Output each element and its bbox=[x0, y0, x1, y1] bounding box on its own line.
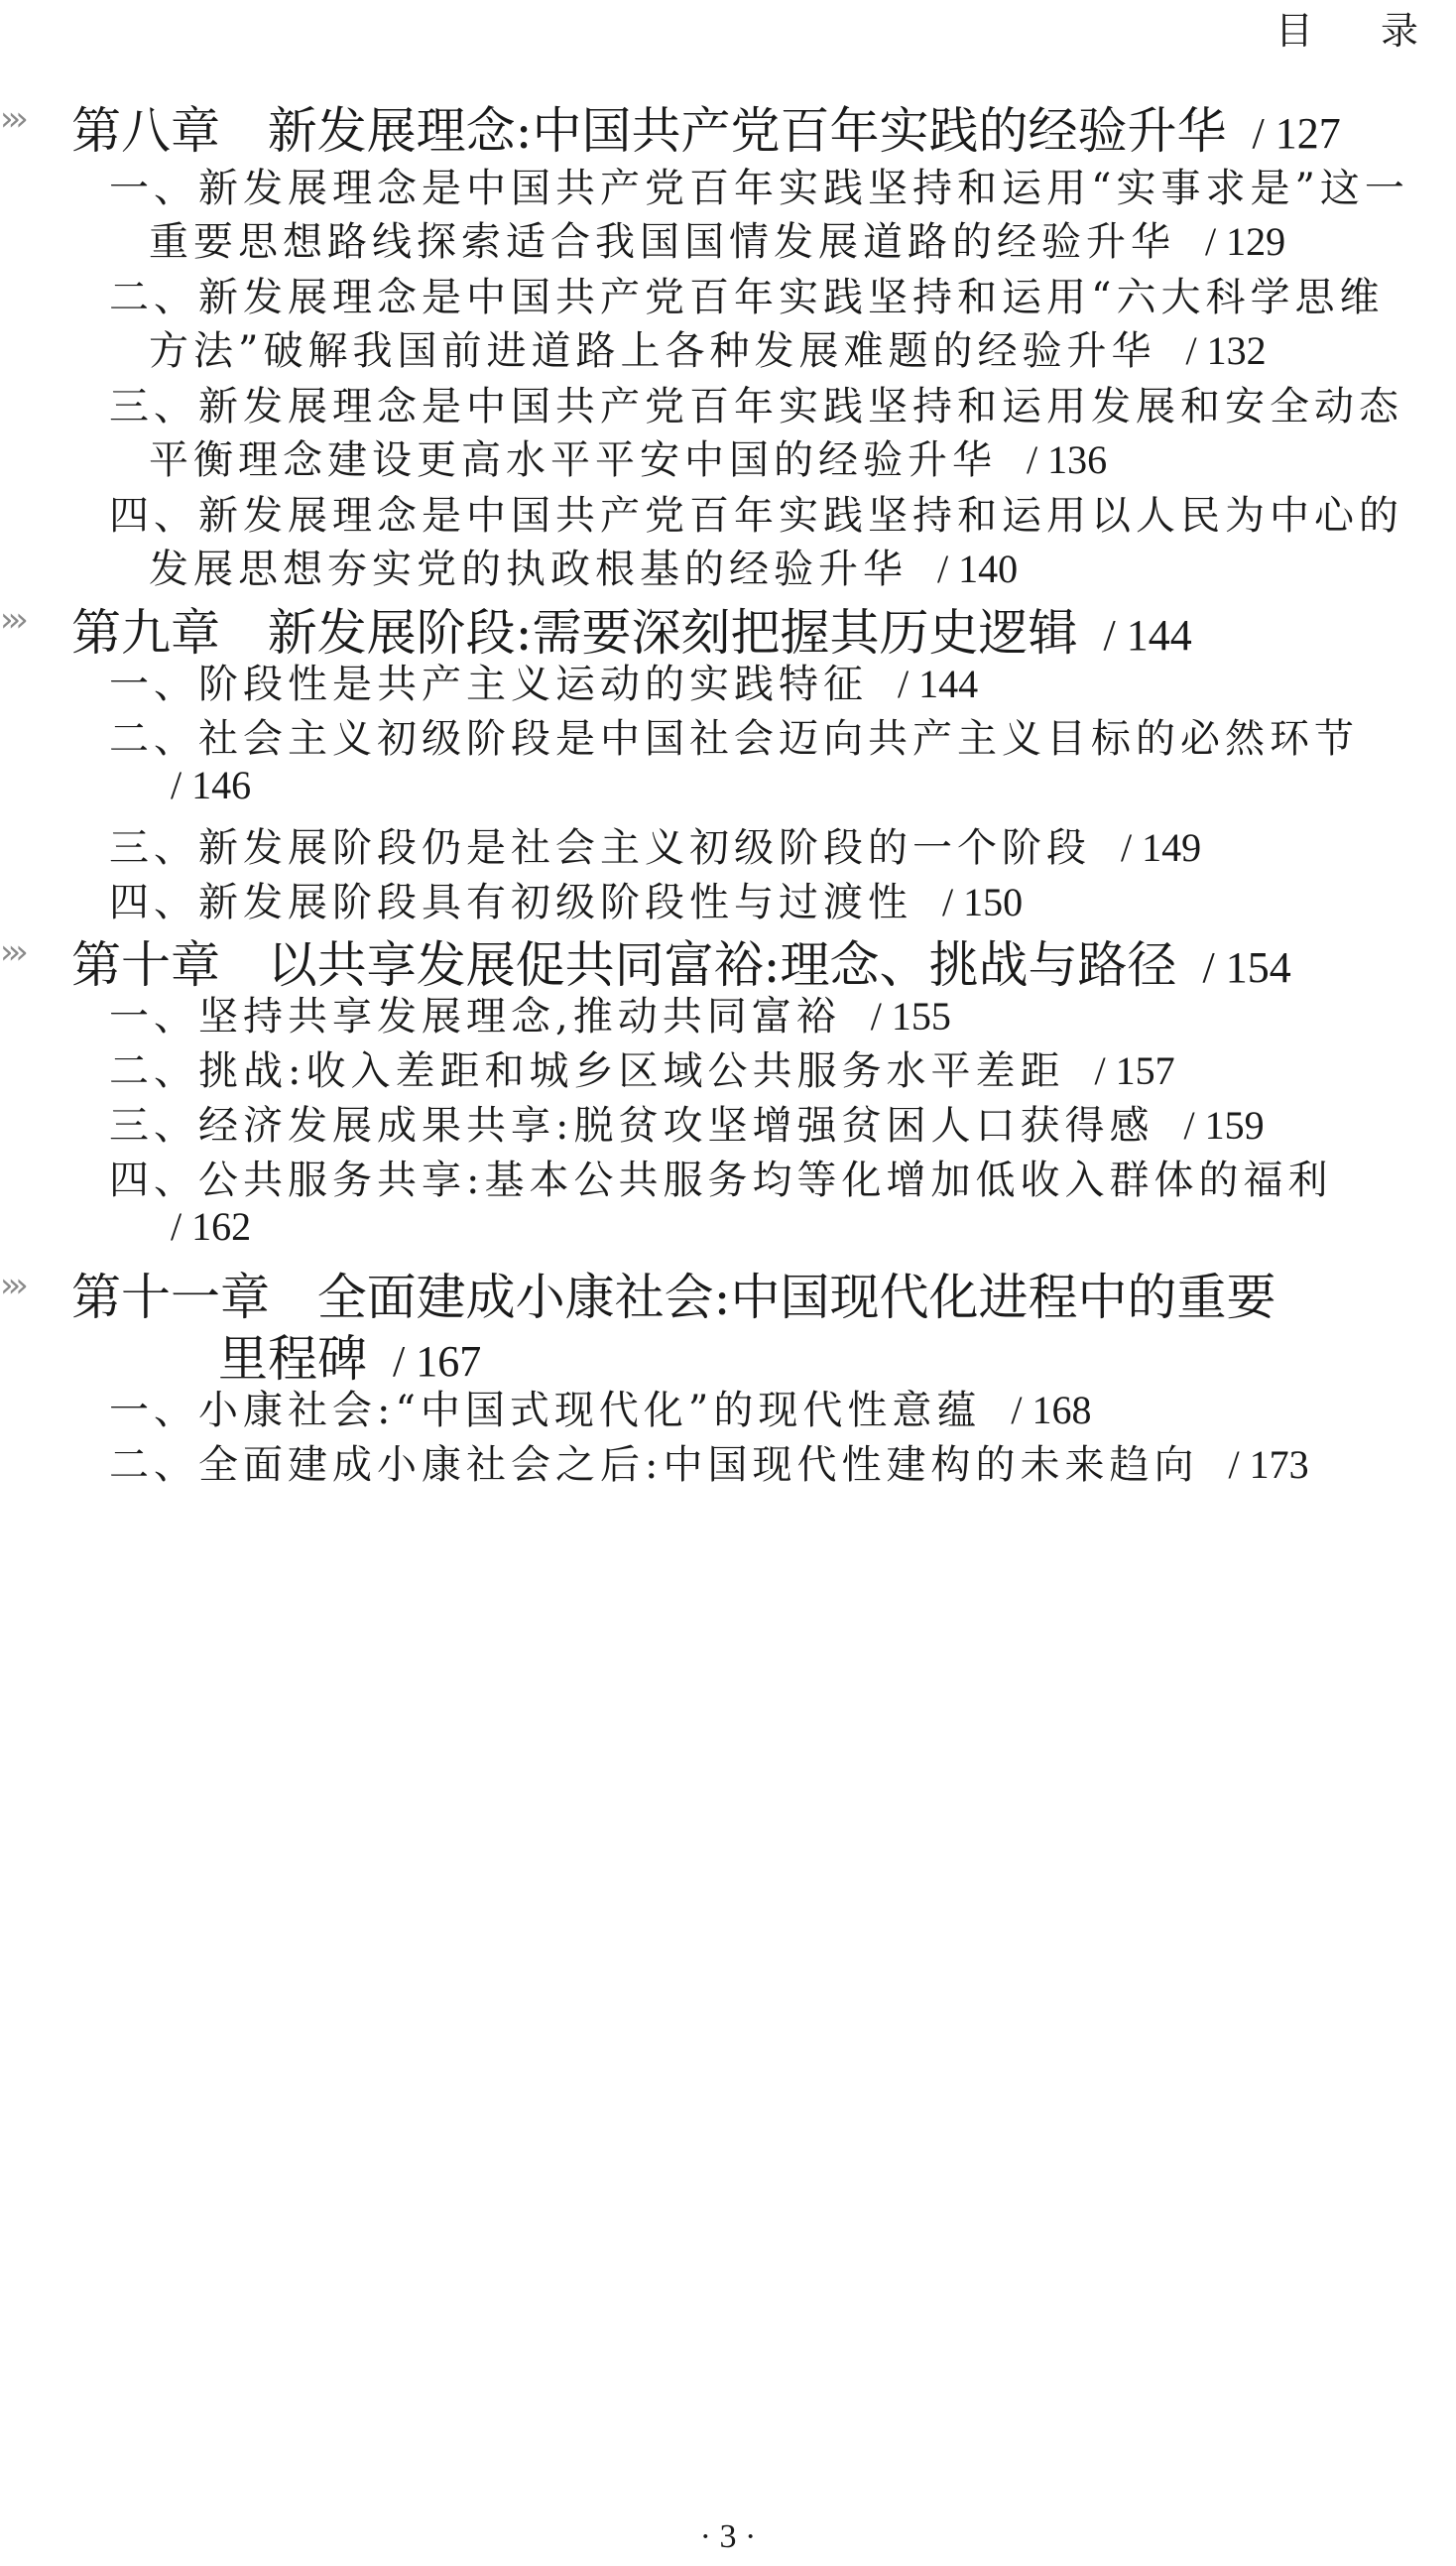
toc-entry-line[interactable]: 二、社会主义初级阶段是中国社会迈向共产主义目标的必然环节 bbox=[109, 716, 1359, 762]
toc-entry-page: / 140 bbox=[937, 547, 1019, 591]
toc-entry-line[interactable]: 三、新发展理念是中国共产党百年实践坚持和运用发展和安全动态 bbox=[109, 384, 1403, 429]
toc-entry-text: 方法”破解我国前进道路上各种发展难题的经验升华 bbox=[149, 328, 1156, 374]
toc-entry-text: 一、坚持共享发展理念,推动共同富裕 bbox=[109, 994, 841, 1039]
chapter-title-continued: 里程碑 bbox=[218, 1330, 367, 1388]
toc-entry-page: / 173 bbox=[1228, 1442, 1309, 1487]
toc-entry-line[interactable] bbox=[149, 538, 1018, 594]
toc-entry-line[interactable] bbox=[109, 1379, 1092, 1435]
chapter-page: / 144 bbox=[1103, 611, 1192, 660]
chapter-number: 第八章 bbox=[71, 102, 220, 160]
chapter-title: 新发展阶段:需要深刻把握其历史逻辑 bbox=[267, 604, 1078, 662]
toc-entry-line[interactable]: 四、新发展理念是中国共产党百年实践坚持和运用以人民为中心的 bbox=[109, 493, 1403, 539]
toc-entry-page: / 162 bbox=[171, 1204, 252, 1249]
toc-entry-line[interactable] bbox=[141, 762, 251, 808]
toc-entry-text: 一、小康社会:“中国式现代化”的现代性意蕴 bbox=[109, 1388, 982, 1433]
toc-entry-line[interactable] bbox=[149, 210, 1285, 267]
toc-entry-text: 三、经济发展成果共享:脱贫攻坚增强贫困人口获得感 bbox=[109, 1103, 1154, 1149]
toc-entry-page: / 155 bbox=[870, 994, 951, 1039]
toc-entry-text: 一、阶段性是共产主义运动的实践特征 bbox=[109, 662, 868, 707]
toc-entry-line[interactable] bbox=[149, 428, 1107, 485]
chapter-page: / 167 bbox=[393, 1337, 482, 1386]
toc-entry-page: / 144 bbox=[898, 662, 979, 706]
toc-entry-text: 二、全面建成小康社会之后:中国现代性建构的未来趋向 bbox=[109, 1442, 1199, 1488]
chapter-title: 新发展理念:中国共产党百年实践的经验升华 bbox=[267, 102, 1227, 160]
toc-entry-page: / 149 bbox=[1121, 825, 1202, 870]
page-number: · 3 · bbox=[699, 2518, 757, 2555]
chapter-page: / 127 bbox=[1252, 109, 1341, 158]
toc-entry-text: 重要思想路线探索适合我国国情发展道路的经验升华 bbox=[149, 219, 1175, 265]
toc-entry-line[interactable] bbox=[109, 1433, 1309, 1490]
toc-entry-line[interactable] bbox=[109, 1094, 1265, 1151]
toc-entry-text: 二、挑战:收入差距和城乡区域公共服务水平差距 bbox=[109, 1048, 1065, 1094]
chapter-number: 第十一章 bbox=[71, 1269, 270, 1326]
toc-entry-line[interactable] bbox=[109, 871, 1023, 927]
chapter-arrow-icon: ››› bbox=[0, 99, 23, 139]
toc-entry-line[interactable] bbox=[109, 816, 1201, 873]
toc-entry-line[interactable] bbox=[141, 1203, 251, 1250]
chapter-arrow-icon: ››› bbox=[0, 1266, 23, 1305]
chapter-arrow-icon: ››› bbox=[0, 932, 23, 972]
toc-entry-page: / 159 bbox=[1183, 1103, 1265, 1148]
toc-entry-line[interactable] bbox=[109, 1039, 1175, 1096]
toc-entry-page: / 157 bbox=[1094, 1048, 1175, 1093]
toc-entry-text: 平衡理念建设更高水平平安中国的经验升华 bbox=[149, 437, 997, 483]
chapter-heading[interactable] bbox=[18, 1258, 1276, 1329]
toc-entry-page: / 168 bbox=[1011, 1388, 1092, 1432]
chapter-title: 全面建成小康社会:中国现代化进程中的重要 bbox=[316, 1269, 1276, 1326]
chapter-number: 第九章 bbox=[71, 604, 220, 662]
toc-entry-text: 三、新发展阶段仍是社会主义初级阶段的一个阶段 bbox=[109, 825, 1091, 871]
toc-entry-page: / 132 bbox=[1185, 328, 1267, 373]
toc-entry-line[interactable]: 一、新发展理念是中国共产党百年实践坚持和运用“实事求是”这一 bbox=[109, 166, 1409, 211]
chapter-arrow-icon: ››› bbox=[0, 600, 23, 640]
toc-entry-page: / 129 bbox=[1205, 219, 1286, 264]
toc-entry-line[interactable]: 四、公共服务共享:基本公共服务均等化增加低收入群体的福利 bbox=[109, 1158, 1333, 1203]
running-header: 目 录 bbox=[1274, 9, 1446, 53]
toc-entry-text: 四、新发展阶段具有初级阶段性与过渡性 bbox=[109, 880, 912, 925]
toc-entry-line[interactable] bbox=[149, 319, 1267, 376]
chapter-number: 第十章 bbox=[71, 936, 220, 994]
toc-entry-page: / 136 bbox=[1027, 437, 1108, 482]
toc-entry-page: / 150 bbox=[942, 880, 1024, 924]
chapter-page: / 154 bbox=[1202, 943, 1291, 992]
toc-entry-page: / 146 bbox=[171, 763, 252, 807]
toc-entry-text: 发展思想夯实党的执政根基的经验升华 bbox=[149, 547, 908, 592]
toc-entry-line[interactable]: 二、新发展理念是中国共产党百年实践坚持和运用“六大科学思维 bbox=[109, 275, 1385, 320]
chapter-heading[interactable] bbox=[18, 91, 1341, 163]
chapter-title: 以共享发展促共同富裕:理念、挑战与路径 bbox=[267, 936, 1177, 994]
toc-entry-line[interactable] bbox=[109, 985, 951, 1041]
toc-entry-line[interactable] bbox=[109, 653, 978, 709]
